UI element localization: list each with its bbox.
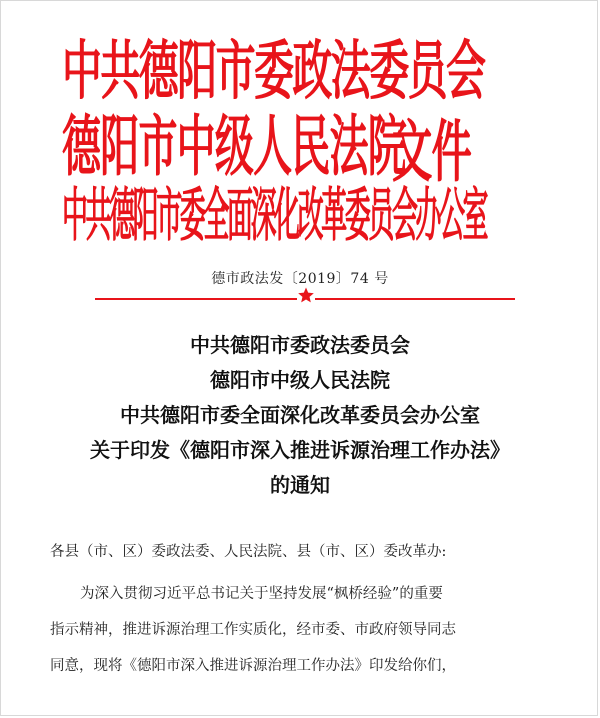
paragraph-line: 同意，现将《德阳市深入推进诉源治理工作办法》印发给你们，: [50, 658, 456, 674]
red-separator-left: [95, 298, 297, 300]
star-icon: [297, 286, 315, 304]
document-type-label: 文件: [391, 113, 471, 192]
red-header: [62, 10, 542, 249]
title-line: 中共德阳市委政法委员会: [190, 333, 410, 357]
issuer-name-intermediate-court: 德阳市中级人民法院: [62, 108, 406, 186]
document-number: 德市政法发〔2019〕74 号: [211, 271, 389, 287]
title-line: 中共德阳市委全面深化改革委员会办公室: [120, 403, 480, 427]
title-line: 的通知: [270, 473, 330, 497]
paragraph-line: 为深入贯彻习近平总书记关于坚持发展“枫桥经验”的重要: [80, 586, 443, 602]
notice-title: [0, 328, 600, 503]
issuer-name-reform-office: 中共德阳市委全面深化改革委员会办公室: [62, 181, 487, 249]
paragraph-line: 指示精神，推进诉源治理工作实质化，经市委、市政府领导同志: [50, 622, 456, 638]
title-line: 德阳市中级人民法院: [210, 368, 390, 392]
title-line: 关于印发《德阳市深入推进诉源治理工作办法》: [90, 438, 510, 462]
red-separator-right: [315, 298, 515, 300]
issuer-name-political-legal-committee: 中共德阳市委政法委员会: [62, 34, 485, 109]
salutation: 各县（市、区）委政法委、人民法院、县（市、区）委改革办:: [50, 544, 447, 560]
